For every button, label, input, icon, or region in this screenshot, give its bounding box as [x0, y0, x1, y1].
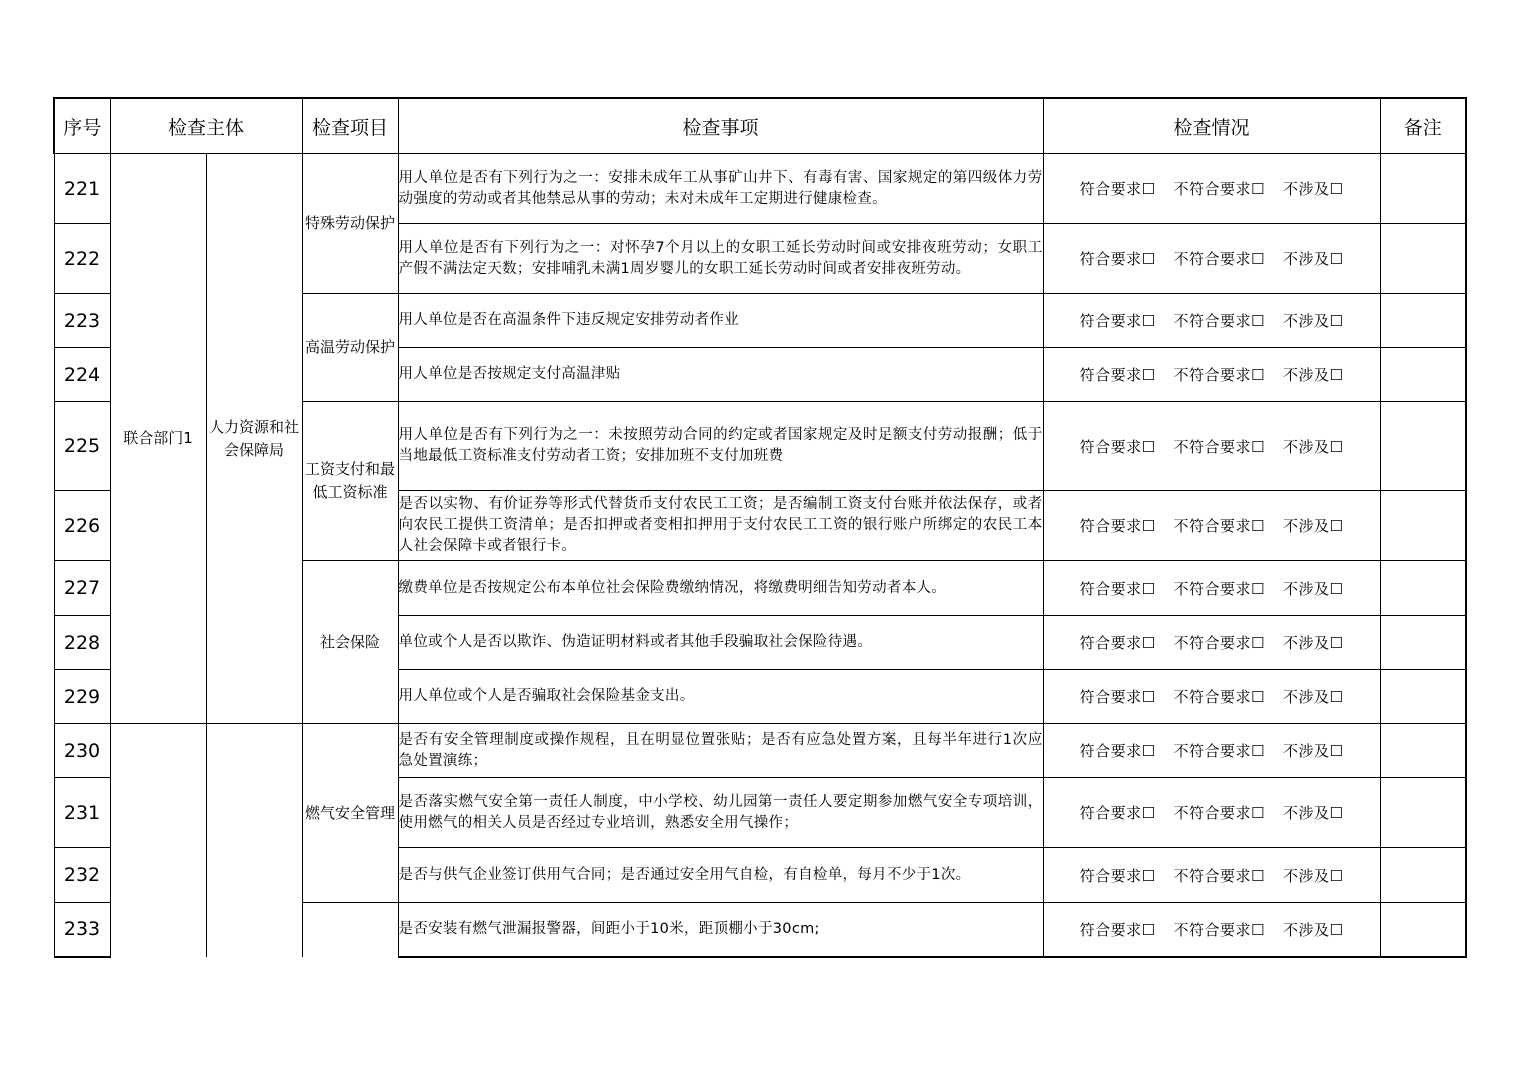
status-compliant[interactable]: 符合要求☐ [1079, 634, 1156, 652]
status-compliant[interactable]: 符合要求☐ [1079, 517, 1156, 535]
table-row [54, 154, 1466, 224]
row-number: 223 [54, 294, 110, 348]
status-noncompliant[interactable]: 不符合要求☐ [1173, 742, 1265, 760]
item-text: 是否有安全管理制度或操作规程，且在明显位置张贴；是否有应急处置方案，且每半年进行1次应急处置演练； [398, 724, 1043, 778]
status-na[interactable]: 不涉及☐ [1282, 579, 1344, 598]
remark-cell[interactable] [1380, 670, 1466, 724]
status-noncompliant[interactable]: 不符合要求☐ [1173, 180, 1265, 198]
status-cell [1043, 778, 1380, 848]
status-compliant[interactable]: 符合要求☐ [1079, 366, 1156, 384]
item-text: 是否以实物、有价证券等形式代替货币支付农民工工资；是否编制工资支付台账并依法保存，或者向农民工提供工资清单；是否扣押或者变相扣押用于支付农民工工资的银行账户所绑定的农民工本人社会保障卡或者银行卡。 [398, 491, 1043, 561]
remark-cell[interactable] [1380, 348, 1466, 402]
item-text: 是否与供气企业签订供用气合同；是否通过安全用气自检，有自检单，每月不少于1次。 [398, 848, 1043, 903]
item-text: 用人单位或个人是否骗取社会保险基金支出。 [398, 670, 1043, 724]
status-na[interactable]: 不涉及☐ [1282, 312, 1344, 330]
status-na[interactable]: 不涉及☐ [1282, 634, 1344, 652]
status-compliant[interactable]: 符合要求☐ [1079, 250, 1156, 268]
row-number: 225 [54, 402, 110, 491]
remark-cell[interactable] [1380, 616, 1466, 670]
status-noncompliant[interactable]: 不符合要求☐ [1173, 437, 1265, 456]
status-compliant[interactable]: 符合要求☐ [1079, 742, 1156, 760]
status-cell [1043, 224, 1380, 294]
status-compliant[interactable]: 符合要求☐ [1079, 866, 1156, 885]
status-na[interactable]: 不涉及☐ [1282, 180, 1344, 198]
status-na[interactable]: 不涉及☐ [1282, 804, 1344, 822]
status-cell [1043, 616, 1380, 670]
row-number: 233 [54, 903, 110, 957]
category-cell: 工资支付和最低工资标准 [302, 402, 398, 561]
status-noncompliant[interactable]: 不符合要求☐ [1173, 366, 1265, 384]
status-compliant[interactable]: 符合要求☐ [1079, 312, 1156, 330]
status-cell [1043, 848, 1380, 903]
status-cell [1043, 903, 1380, 957]
category-cell: 社会保险 [302, 561, 398, 724]
header-item: 检查事项 [398, 98, 1043, 154]
remark-cell[interactable] [1380, 724, 1466, 778]
status-na[interactable]: 不涉及☐ [1282, 437, 1344, 456]
status-cell [1043, 348, 1380, 402]
item-text: 是否安装有燃气泄漏报警器，间距小于10米，距顶棚小于30cm; [398, 903, 1043, 957]
status-compliant[interactable]: 符合要求☐ [1079, 437, 1156, 456]
item-text: 缴费单位是否按规定公布本单位社会保险费缴纳情况，将缴费明细告知劳动者本人。 [398, 561, 1043, 616]
status-compliant[interactable]: 符合要求☐ [1079, 180, 1156, 198]
remark-cell[interactable] [1380, 294, 1466, 348]
inspection-table [53, 97, 1467, 958]
status-cell [1043, 402, 1380, 491]
remark-cell[interactable] [1380, 903, 1466, 957]
remark-cell[interactable] [1380, 491, 1466, 561]
item-text: 用人单位是否有下列行为之一：对怀孕7个月以上的女职工延长劳动时间或安排夜班劳动；女职工产假不满法定天数；安排哺乳未满1周岁婴儿的女职工延长劳动时间或者安排夜班劳动。 [398, 224, 1043, 294]
status-noncompliant[interactable]: 不符合要求☐ [1173, 312, 1265, 330]
status-noncompliant[interactable]: 不符合要求☐ [1173, 688, 1265, 706]
row-number: 227 [54, 561, 110, 616]
item-text: 单位或个人是否以欺诈、伪造证明材料或者其他手段骗取社会保险待遇。 [398, 616, 1043, 670]
item-text: 用人单位是否按规定支付高温津贴 [398, 348, 1043, 402]
row-number: 221 [54, 154, 110, 224]
remark-cell[interactable] [1380, 154, 1466, 224]
row-number: 222 [54, 224, 110, 294]
header-status: 检查情况 [1043, 98, 1380, 154]
status-noncompliant[interactable]: 不符合要求☐ [1173, 634, 1265, 652]
remark-cell[interactable] [1380, 561, 1466, 616]
table-row [54, 724, 1466, 778]
status-na[interactable]: 不涉及☐ [1282, 742, 1344, 760]
remark-cell[interactable] [1380, 402, 1466, 491]
status-compliant[interactable]: 符合要求☐ [1079, 579, 1156, 598]
status-noncompliant[interactable]: 不符合要求☐ [1173, 866, 1265, 885]
status-noncompliant[interactable]: 不符合要求☐ [1173, 579, 1265, 598]
row-number: 230 [54, 724, 110, 778]
item-text: 是否落实燃气安全第一责任人制度，中小学校、幼儿园第一责任人要定期参加燃气安全专项培训，使用燃气的相关人员是否经过专业培训，熟悉安全用气操作； [398, 778, 1043, 848]
sub-dept-cell-empty [206, 724, 302, 957]
remark-cell[interactable] [1380, 224, 1466, 294]
status-na[interactable]: 不涉及☐ [1282, 688, 1344, 706]
status-na[interactable]: 不涉及☐ [1282, 250, 1344, 268]
remark-cell[interactable] [1380, 848, 1466, 903]
status-compliant[interactable]: 符合要求☐ [1079, 688, 1156, 706]
status-cell [1043, 724, 1380, 778]
status-na[interactable]: 不涉及☐ [1282, 366, 1344, 384]
status-cell [1043, 491, 1380, 561]
header-row [54, 98, 1466, 154]
status-cell [1043, 561, 1380, 616]
status-noncompliant[interactable]: 不符合要求☐ [1173, 920, 1265, 939]
category-cell-empty [302, 903, 398, 957]
header-remark: 备注 [1380, 98, 1466, 154]
status-na[interactable]: 不涉及☐ [1282, 517, 1344, 535]
row-number: 232 [54, 848, 110, 903]
status-na[interactable]: 不涉及☐ [1282, 866, 1344, 885]
row-number: 228 [54, 616, 110, 670]
sub-dept-cell: 人力资源和社会保障局 [206, 154, 302, 724]
category-cell: 燃气安全管理 [302, 724, 398, 903]
status-noncompliant[interactable]: 不符合要求☐ [1173, 517, 1265, 535]
status-cell [1043, 670, 1380, 724]
remark-cell[interactable] [1380, 778, 1466, 848]
row-number: 226 [54, 491, 110, 561]
category-cell: 高温劳动保护 [302, 294, 398, 402]
row-number: 231 [54, 778, 110, 848]
header-category: 检查项目 [302, 98, 398, 154]
status-compliant[interactable]: 符合要求☐ [1079, 804, 1156, 822]
row-number: 224 [54, 348, 110, 402]
item-text: 用人单位是否在高温条件下违反规定安排劳动者作业 [398, 294, 1043, 348]
dept-cell: 联合部门1 [110, 154, 206, 724]
row-number: 229 [54, 670, 110, 724]
status-na[interactable]: 不涉及☐ [1282, 920, 1344, 939]
category-cell: 特殊劳动保护 [302, 154, 398, 294]
status-cell [1043, 154, 1380, 224]
header-seq: 序号 [54, 98, 110, 154]
item-text: 用人单位是否有下列行为之一：未按照劳动合同的约定或者国家规定及时足额支付劳动报酬；低于当地最低工资标准支付劳动者工资；安排加班不支付加班费 [398, 402, 1043, 491]
status-noncompliant[interactable]: 不符合要求☐ [1173, 250, 1265, 268]
status-cell [1043, 294, 1380, 348]
item-text: 用人单位是否有下列行为之一：安排未成年工从事矿山井下、有毒有害、国家规定的第四级体力劳动强度的劳动或者其他禁忌从事的劳动；未对未成年工定期进行健康检查。 [398, 154, 1043, 224]
dept-cell-empty [110, 724, 206, 957]
status-compliant[interactable]: 符合要求☐ [1079, 920, 1156, 939]
header-subject: 检查主体 [110, 98, 302, 154]
status-noncompliant[interactable]: 不符合要求☐ [1173, 804, 1265, 822]
